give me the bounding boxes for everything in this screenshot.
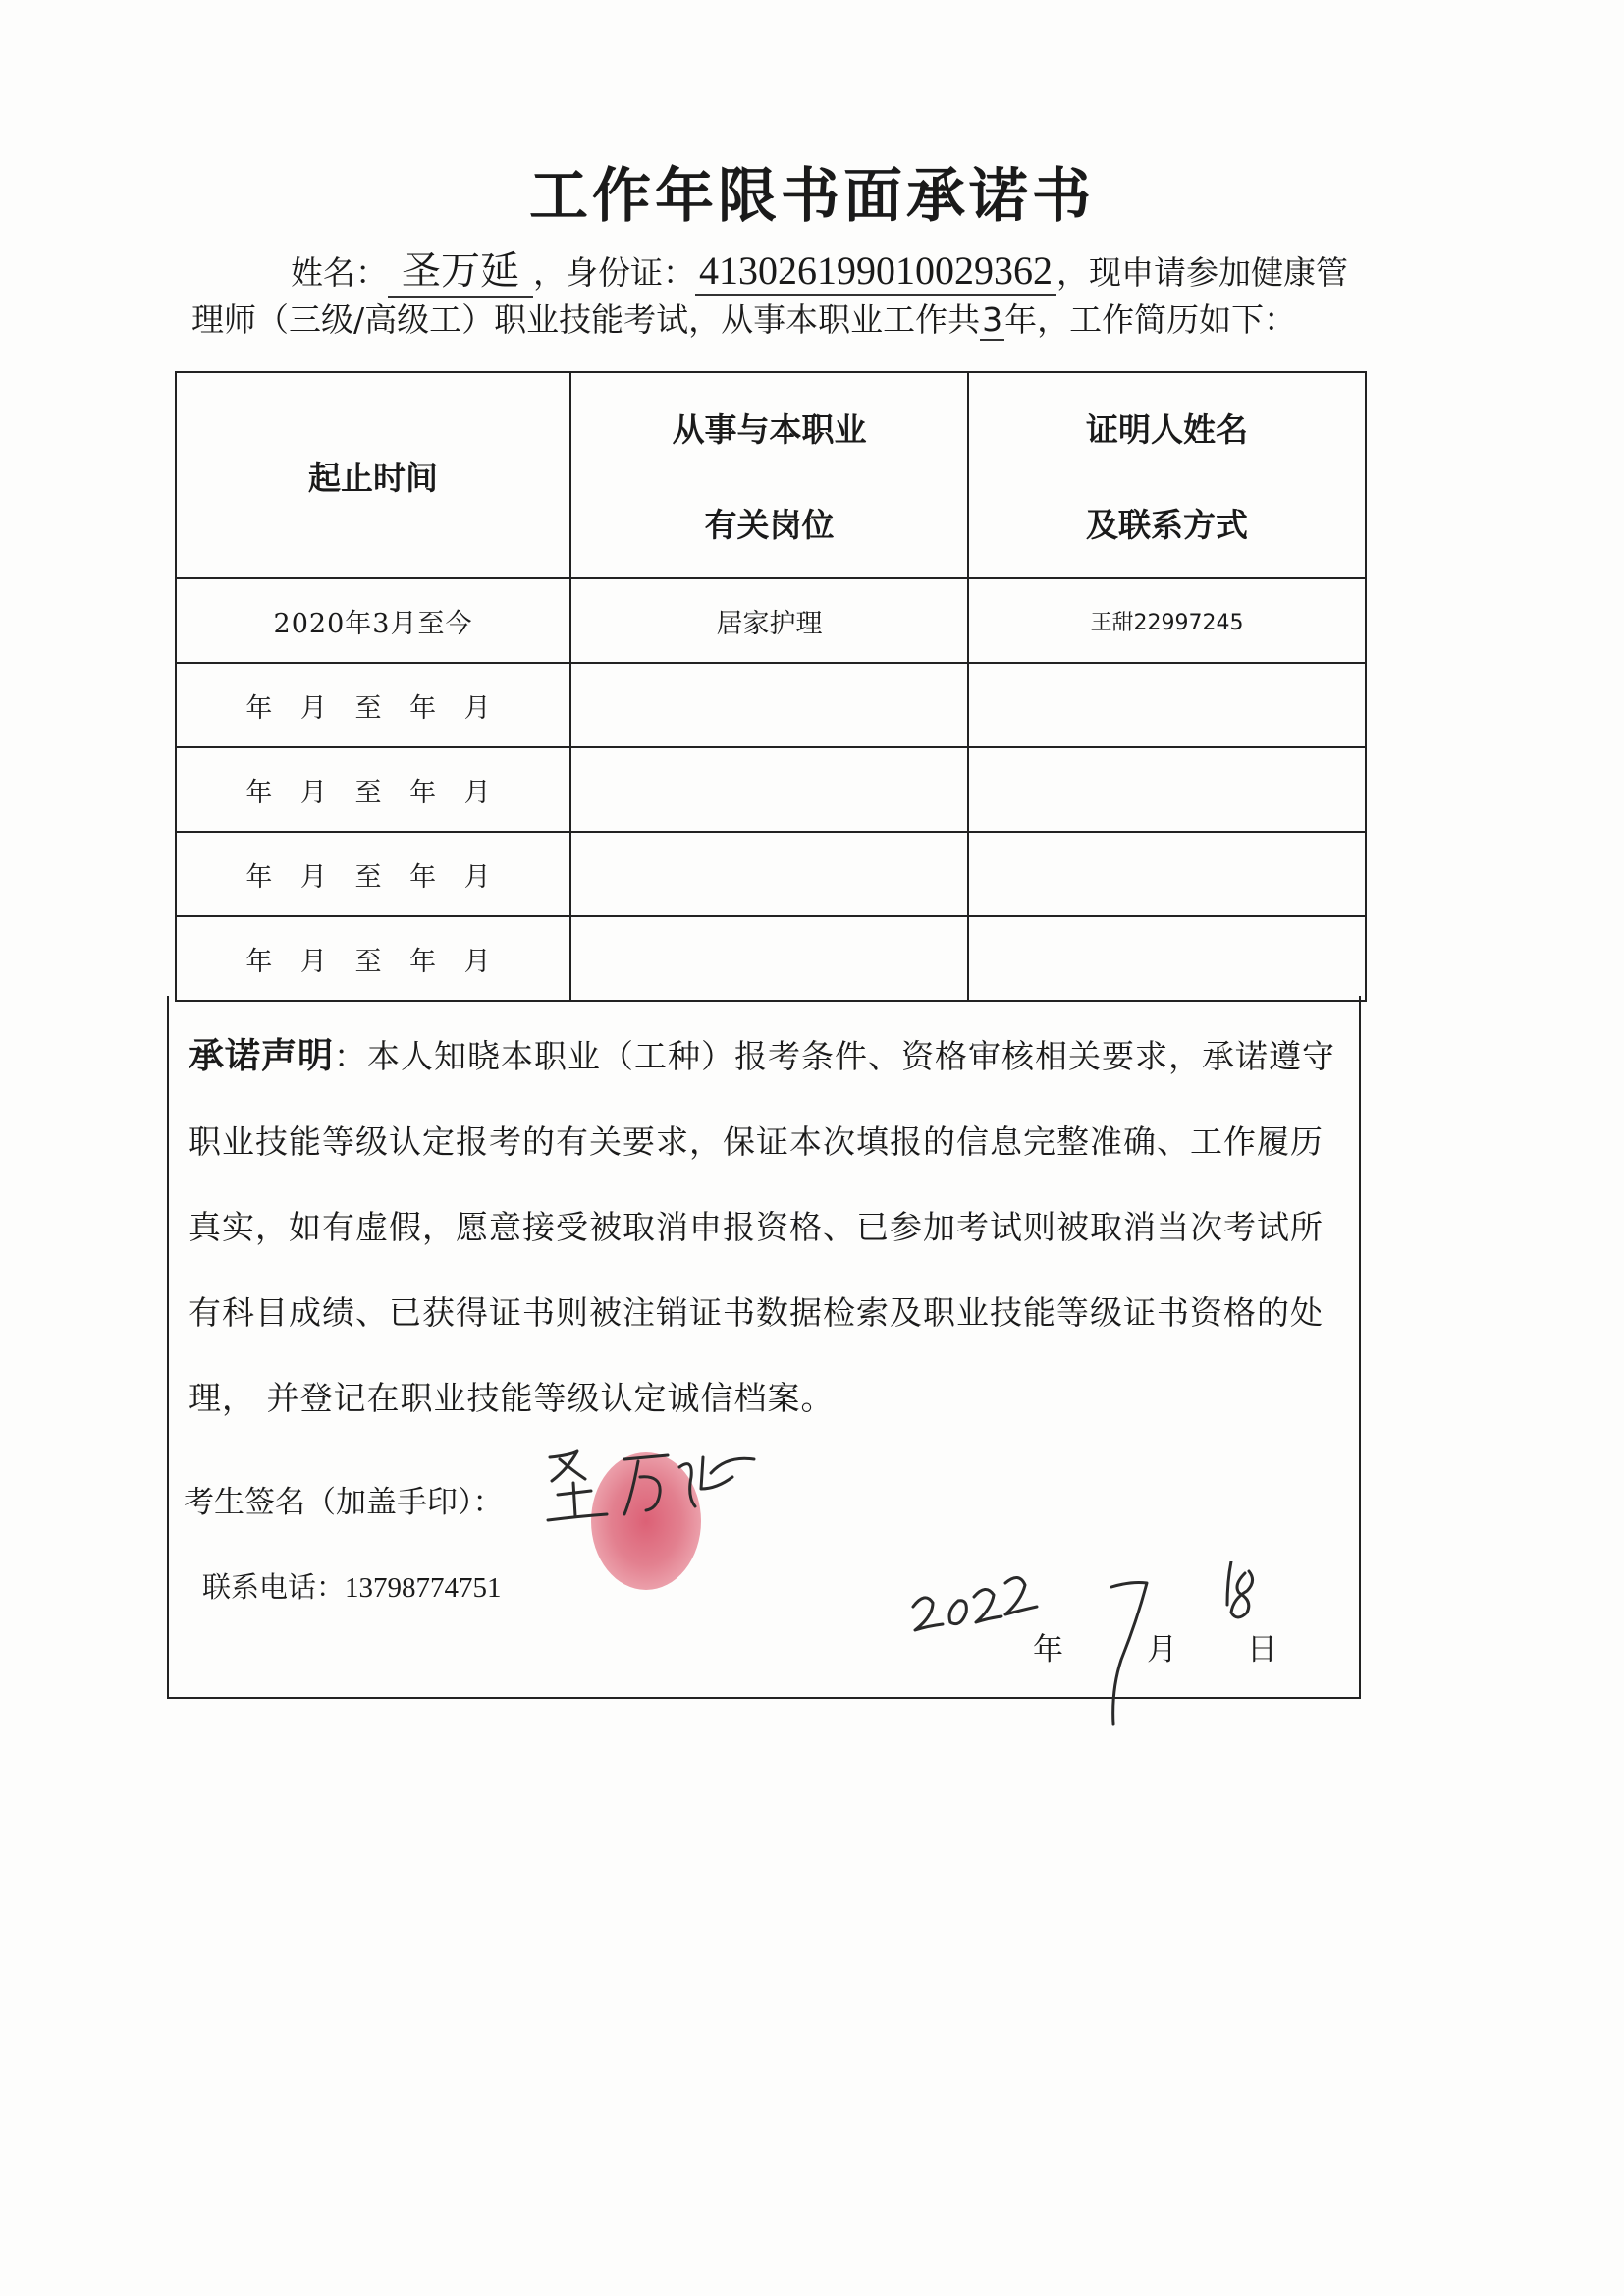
position-cell[interactable]: [570, 916, 968, 1001]
period-cell[interactable]: 年 月 至 年 月: [176, 663, 570, 747]
date-month-unit: 月: [1147, 1632, 1177, 1667]
intro-line2-tail: 年，工作简历如下：: [1004, 301, 1297, 339]
position-cell[interactable]: [570, 747, 968, 832]
document-title: 工作年限书面承诺书: [529, 162, 1095, 231]
table-row: [176, 578, 1366, 663]
id-label: ，身份证：: [533, 253, 695, 292]
period-cell[interactable]: 年 月 至 年 月: [176, 747, 570, 832]
handwritten-date: [903, 1561, 1286, 1728]
table-row: [176, 916, 1366, 1001]
intro-line2-head: 理师（三级/高级工）职业技能考试，从事本职业工作共: [191, 301, 981, 339]
pledge-text: 本人知晓本职业（工种）报考条件、资格审核相关要求，承诺遵守职业技能等级认定报考的有关要求，保证本次填报的信息完整准确、工作履历真实，如有虚假，愿意接受被取消申报资格、已参加考试则被取消当次考试所有科目成绩、已获得证书则被注销证书数据检索及职业技能等级证书资格的处理， 并登记在职业技能等级认定诚信档案。: [189, 1037, 1336, 1417]
handwritten-signature: [530, 1438, 766, 1536]
intro-line-2: [191, 295, 1296, 341]
table-row: [176, 663, 1366, 747]
witness-cell[interactable]: [968, 916, 1366, 1001]
work-history-table: [175, 371, 1367, 1002]
witness-cell[interactable]: [968, 663, 1366, 747]
table-header-row: [176, 372, 1366, 578]
date-day-unit: 日: [1247, 1632, 1277, 1667]
id-number-field[interactable]: 413026199010029362: [695, 247, 1056, 296]
header-position: 从事与本职业 有关岗位: [570, 372, 968, 578]
position-cell[interactable]: [570, 663, 968, 747]
pledge-colon: ：: [334, 1037, 368, 1075]
phone-number[interactable]: 13798774751: [345, 1572, 502, 1604]
period-cell[interactable]: 年 月 至 年 月: [176, 832, 570, 916]
name-label: 姓名：: [291, 253, 388, 292]
witness-cell[interactable]: [968, 747, 1366, 832]
header-period: 起止时间: [176, 372, 570, 578]
contact-line: [202, 1565, 502, 1606]
table-row: [176, 832, 1366, 916]
years-field[interactable]: 3: [982, 301, 1003, 339]
date-year-unit: 年: [1033, 1632, 1063, 1667]
intro-line-1: [291, 240, 1348, 298]
name-field[interactable]: 圣万延: [388, 240, 533, 298]
table-row: [176, 747, 1366, 832]
signature-label: 考生签名（加盖手印）：: [184, 1485, 504, 1520]
position-cell[interactable]: [570, 832, 968, 916]
period-cell[interactable]: 年 月 至 年 月: [176, 916, 570, 1001]
intro-line1-tail: ，现申请参加健康管: [1056, 253, 1348, 292]
witness-cell[interactable]: 王甜22997245: [968, 578, 1366, 663]
witness-cell[interactable]: [968, 832, 1366, 916]
phone-label: 联系电话：: [202, 1570, 346, 1604]
header-witness: 证明人姓名 及联系方式: [968, 372, 1366, 578]
period-cell[interactable]: 2020年3月至今: [176, 578, 570, 663]
position-cell[interactable]: 居家护理: [570, 578, 968, 663]
pledge-heading: 承诺声明: [189, 1035, 335, 1076]
pledge-statement: [189, 1013, 1337, 1441]
